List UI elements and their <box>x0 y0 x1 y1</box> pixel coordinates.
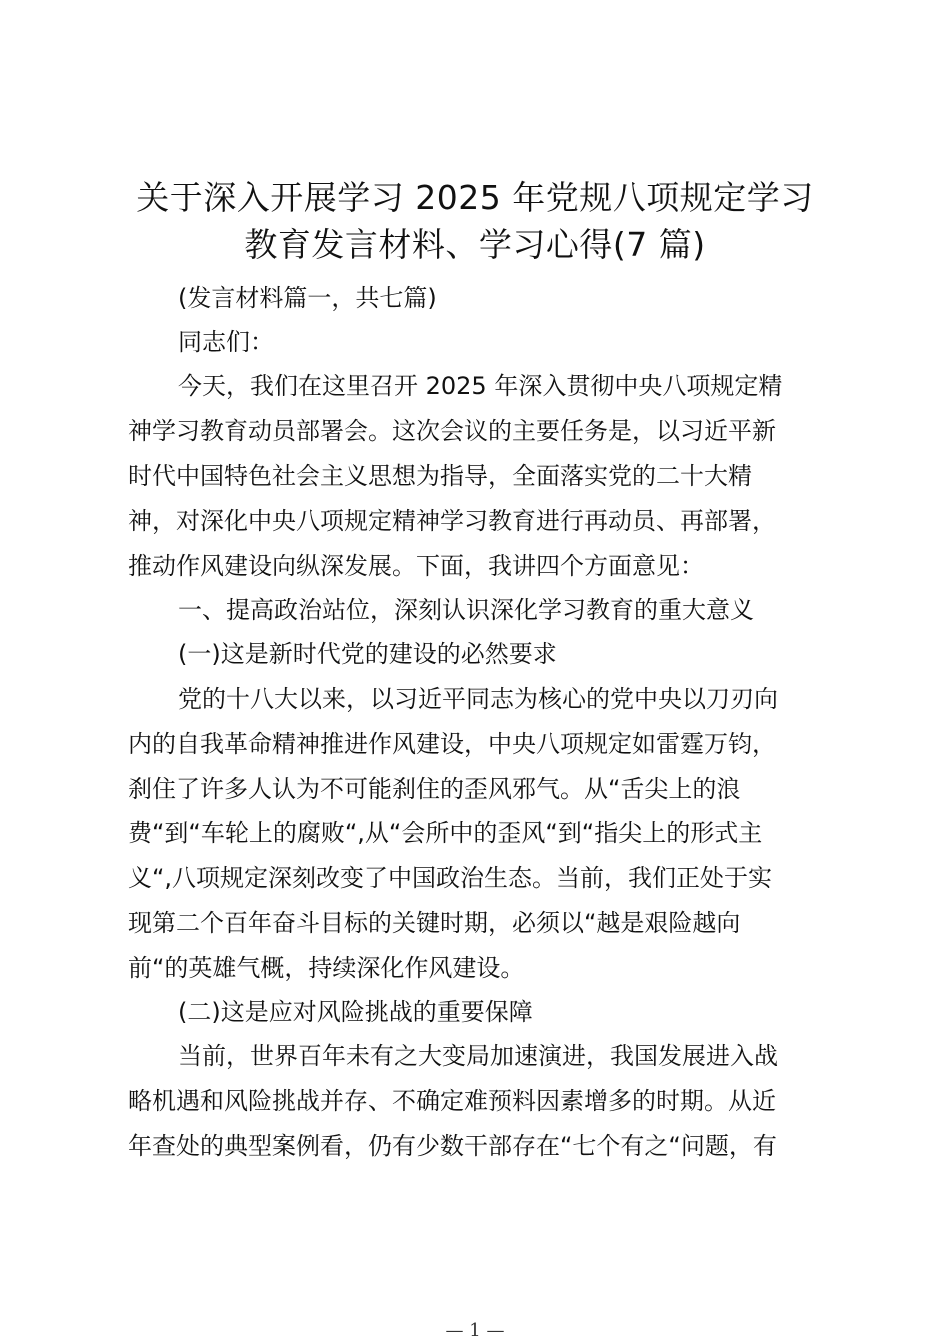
paragraph-line: 神，对深化中央八项规定精神学习教育进行再动员、再部署， <box>128 507 776 535</box>
section-heading: 一、提高政治站位，深刻认识深化学习教育的重大意义 <box>178 596 754 624</box>
paragraph-line: 费“到“车轮上的腐败“,从“会所中的歪风“到“指尖上的形式主 <box>128 819 763 847</box>
paragraph-line: 当前，世界百年未有之大变局加速演进，我国发展进入战 <box>178 1042 778 1070</box>
paragraph-line: 略机遇和风险挑战并存、不确定难预料因素增多的时期。从近 <box>128 1087 776 1115</box>
paragraph-line: 党的十八大以来，以习近平同志为核心的党中央以刀刃向 <box>178 685 778 713</box>
paragraph-line: 义“,八项规定深刻改变了中国政治生态。当前，我们正处于实 <box>128 864 773 892</box>
paragraph-line: 前“的英雄气概，持续深化作风建设。 <box>128 954 525 982</box>
paragraph-line: 现第二个百年奋斗目标的关键时期，必须以“越是艰险越向 <box>128 909 741 937</box>
greeting: 同志们： <box>178 328 274 356</box>
paragraph-line: 推动作风建设向纵深发展。下面，我讲四个方面意见： <box>128 552 704 580</box>
document-title-line-2: 教育发言材料、学习心得(7 篇) <box>244 225 706 264</box>
subsection-heading: (二)这是应对风险挑战的重要保障 <box>178 998 533 1026</box>
paragraph-line: 刹住了许多人认为不可能刹住的歪风邪气。从“舌尖上的浪 <box>128 775 741 803</box>
document-title-line-1: 关于深入开展学习 2025 年党规八项规定学习 <box>136 178 814 217</box>
paragraph-line: 时代中国特色社会主义思想为指导，全面落实党的二十大精 <box>128 462 752 490</box>
paragraph-line: 今天，我们在这里召开 2025 年深入贯彻中央八项规定精 <box>178 372 783 400</box>
document-subtitle: (发言材料篇一，共七篇) <box>178 284 437 312</box>
subsection-heading: (一)这是新时代党的建设的必然要求 <box>178 640 557 668</box>
paragraph-line: 内的自我革命精神推进作风建设，中央八项规定如雷霆万钧， <box>128 730 776 758</box>
paragraph-line: 神学习教育动员部署会。这次会议的主要任务是，以习近平新 <box>128 417 776 445</box>
page-number: — 1 — <box>445 1320 505 1341</box>
paragraph-line: 年查处的典型案例看，仍有少数干部存在“七个有之“问题，有 <box>128 1132 777 1160</box>
